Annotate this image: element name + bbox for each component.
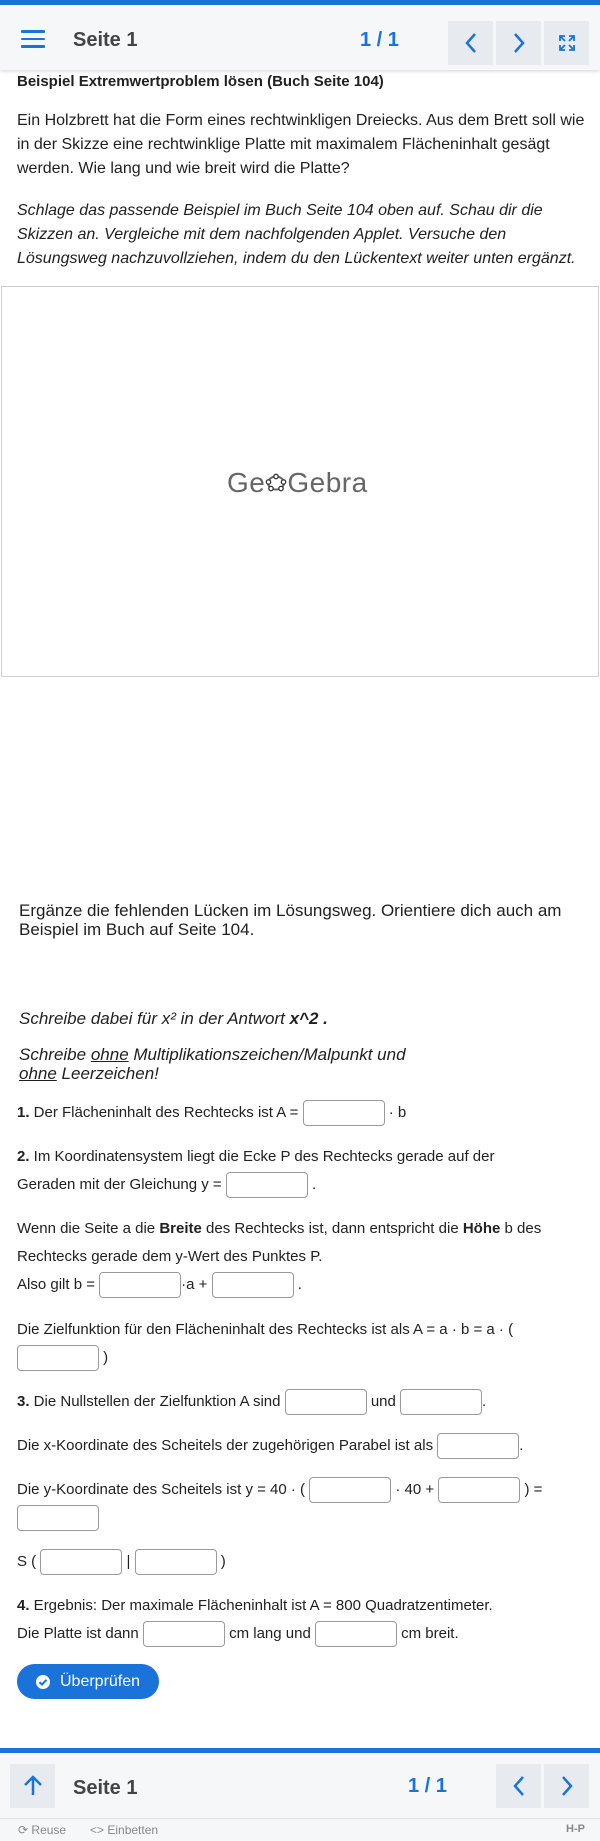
- sentence-text: b des: [500, 1220, 542, 1237]
- hint2-text-b: Multiplikationszeichen/Malpunkt und: [128, 1045, 406, 1064]
- step-text: Die Nullstellen der Zielfunktion A sind: [29, 1393, 285, 1410]
- sentence-text: des Rechtecks ist, dann entspricht die: [201, 1220, 463, 1237]
- bottom-toolbar: [0, 1748, 600, 1820]
- answer-input-target-function[interactable]: [17, 1345, 99, 1371]
- bold-breite: Breite: [159, 1220, 202, 1237]
- footer: [0, 1818, 600, 1841]
- hint2-underline-2: ohne: [19, 1064, 57, 1083]
- brand-logo: H-P: [566, 1823, 585, 1835]
- bottom-page-title: Seite 1: [73, 1777, 138, 1799]
- answer-input-vertex-y-2[interactable]: [438, 1477, 520, 1503]
- check-button[interactable]: [17, 1664, 159, 1699]
- geogebra-applet[interactable]: [1, 286, 599, 677]
- bottom-page-counter: 1 / 1: [408, 1775, 447, 1797]
- cloze-instruction: Ergänze die fehlenden Lücken im Lösungsweg. Orientiere dich auch am Beispiel im Buch auf Seite 104.: [19, 901, 562, 939]
- geogebra-logo-right: Gebra: [287, 467, 368, 498]
- embed-label: Einbetten: [107, 1823, 159, 1837]
- step-text: cm breit.: [396, 1625, 459, 1642]
- hint2-text-c: Leerzeichen!: [56, 1064, 159, 1083]
- step-text: .: [482, 1393, 487, 1410]
- task-instruction: Schlage das passende Beispiel im Buch Seite 104 oben auf. Schau dir die Skizzen an. Vergleiche mit dem nachfolgenden Applet. Versuche den Lösungsweg nachzuvollziehen, indem du den Lückentext weiter unten ergänzt.: [17, 202, 576, 267]
- hint-bold: x^2 .: [289, 1009, 328, 1028]
- bold-hoehe: Höhe: [462, 1220, 501, 1237]
- chevron-right-icon: [560, 1775, 574, 1797]
- sentence-text: ): [99, 1349, 109, 1366]
- hint2-underline-1: ohne: [90, 1045, 129, 1064]
- bottom-next-page-button[interactable]: [544, 1764, 589, 1808]
- answer-input-vertex-x[interactable]: [437, 1433, 519, 1459]
- sentence-text: .: [293, 1276, 302, 1293]
- geogebra-ellipse-icon: [265, 472, 287, 494]
- step-1: [17, 1099, 406, 1127]
- top-toolbar: [0, 0, 600, 70]
- target-function-line-2: [17, 1344, 108, 1372]
- reuse-label: Reuse: [31, 1823, 67, 1837]
- sentence-text: .: [519, 1437, 524, 1454]
- answer-input-zero-2[interactable]: [400, 1389, 482, 1415]
- answer-input-a[interactable]: [303, 1100, 385, 1126]
- task-description: Ein Holzbrett hat die Form eines rechtwinkligen Dreiecks. Aus dem Brett soll wie in der Skizze eine rechtwinklige Platte mit maximalem Flächeninhalt gesägt werden. Wie lang und wie breit wird die Platte?: [17, 112, 585, 177]
- answer-input-line-equation[interactable]: [226, 1172, 308, 1198]
- next-page-button[interactable]: [496, 21, 541, 65]
- step-4-line-2: [17, 1620, 459, 1648]
- chevron-left-icon: [512, 1775, 526, 1797]
- step-text: und: [366, 1393, 401, 1410]
- b-equation: [17, 1271, 302, 1299]
- step-4: [17, 1592, 493, 1620]
- answer-input-vertex-point-y[interactable]: [135, 1549, 217, 1575]
- hint-x-squared: [19, 1009, 328, 1029]
- answer-input-vertex-y-result[interactable]: [17, 1505, 99, 1531]
- hint-text: Schreibe dabei für x² in der Antwort: [19, 1009, 290, 1028]
- previous-page-button[interactable]: [448, 21, 493, 65]
- vertex-x-sentence: [17, 1432, 523, 1460]
- answer-input-width[interactable]: [315, 1621, 397, 1647]
- width-height-sentence-2: Rechtecks gerade dem y-Wert des Punktes P.: [17, 1248, 323, 1265]
- target-function-sentence: Die Zielfunktion für den Flächeninhalt des Rechtecks ist als A = a · b = a · (: [17, 1321, 514, 1338]
- chevron-right-icon: [512, 32, 526, 54]
- menu-icon[interactable]: [21, 30, 45, 48]
- page-counter: 1 / 1: [360, 29, 399, 51]
- step-text: cm lang und: [224, 1625, 315, 1642]
- step-number: 3.: [17, 1393, 30, 1410]
- sentence-text: ) =: [520, 1481, 543, 1498]
- sentence-text: Also gilt b =: [17, 1276, 100, 1293]
- answer-input-length[interactable]: [143, 1621, 225, 1647]
- sentence-text: |: [122, 1553, 135, 1570]
- geogebra-logo: [227, 467, 368, 499]
- step-text: Die Platte ist dann: [17, 1625, 143, 1642]
- answer-input-vertex-y-1[interactable]: [309, 1477, 391, 1503]
- step-2: [17, 1143, 495, 1171]
- vertex-y-result: [17, 1504, 99, 1532]
- sentence-text: · 40 +: [391, 1481, 439, 1498]
- sentence-text: ): [216, 1553, 226, 1570]
- step-number: 4.: [17, 1597, 30, 1614]
- step-2-line-2: [17, 1171, 316, 1199]
- chevron-left-icon: [464, 32, 478, 54]
- embed-link[interactable]: [90, 1823, 158, 1837]
- scroll-top-button[interactable]: [10, 1764, 55, 1808]
- answer-input-vertex-point-x[interactable]: [40, 1549, 122, 1575]
- vertex-y-sentence: [17, 1476, 542, 1504]
- fullscreen-icon: [558, 34, 576, 52]
- step-text: Der Flächeninhalt des Rechtecks ist A =: [29, 1104, 303, 1121]
- vertex-point: [17, 1548, 226, 1576]
- hint2-text-a: Schreibe: [19, 1045, 91, 1064]
- check-button-label: Überprüfen: [60, 1672, 141, 1690]
- sentence-text: S (: [17, 1553, 41, 1570]
- check-circle-icon: [35, 1674, 51, 1690]
- sentence-text: ·a +: [181, 1276, 212, 1293]
- answer-input-intercept[interactable]: [212, 1272, 294, 1298]
- step-text: Ergebnis: Der maximale Flächeninhalt ist A = 800 Quadratzentimeter.: [29, 1597, 493, 1614]
- arrow-up-icon: [23, 1775, 43, 1797]
- geogebra-logo-left: Ge: [227, 467, 266, 498]
- step-text: Im Koordinatensystem liegt die Ecke P des Rechtecks gerade auf der: [29, 1148, 495, 1165]
- sentence-text: Die x-Koordinate des Scheitels der zugehörigen Parabel ist als: [17, 1437, 438, 1454]
- step-number: 2.: [17, 1148, 30, 1165]
- task-heading: Beispiel Extremwertproblem lösen (Buch Seite 104): [17, 73, 384, 90]
- answer-input-slope[interactable]: [99, 1272, 181, 1298]
- sentence-text: Wenn die Seite a die: [17, 1220, 160, 1237]
- step-3: [17, 1388, 486, 1416]
- width-height-sentence: [17, 1215, 541, 1243]
- step-text: .: [307, 1176, 317, 1193]
- step-number: 1.: [17, 1104, 30, 1121]
- answer-input-zero-1[interactable]: [285, 1389, 367, 1415]
- hint-no-spaces: [19, 1045, 459, 1083]
- embed-icon: <>: [90, 1823, 105, 1837]
- sentence-text: Die y-Koordinate des Scheitels ist y = 40 · (: [17, 1481, 310, 1498]
- reuse-icon: ⟳: [18, 1823, 29, 1837]
- step-text: · b: [384, 1104, 407, 1121]
- bottom-previous-page-button[interactable]: [496, 1764, 541, 1808]
- fullscreen-button[interactable]: [544, 21, 589, 65]
- step-text: Geraden mit der Gleichung y =: [17, 1176, 226, 1193]
- page-title: Seite 1: [73, 29, 138, 51]
- reuse-link[interactable]: [18, 1823, 66, 1837]
